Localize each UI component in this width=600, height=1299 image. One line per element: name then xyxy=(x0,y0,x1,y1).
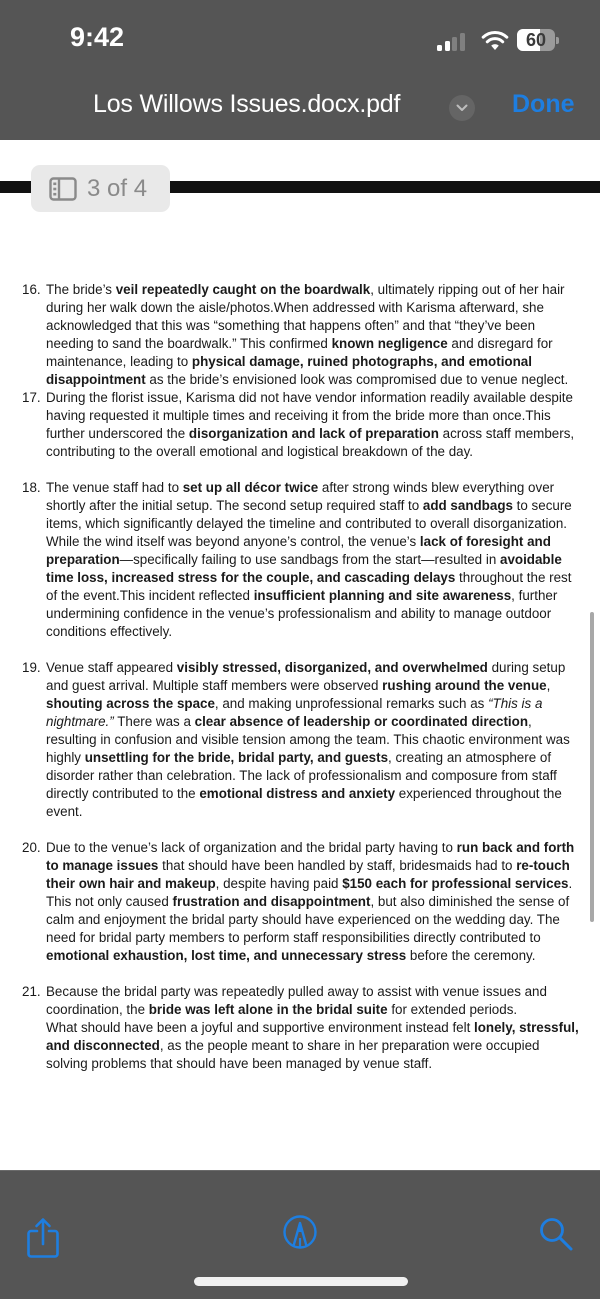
body-text: throughout the rest of the event.This incident reflected xyxy=(46,570,572,603)
signal-bar xyxy=(452,37,457,51)
body-text: as the bride’s envisioned look was compromised due to venue neglect. xyxy=(145,372,569,387)
body-text: The venue staff had to xyxy=(46,480,183,495)
body-text: , resulting in confusion and visible tension among the team. This chaotic environment was highly xyxy=(46,714,570,765)
body-text: During the florist issue, Karisma did not have vendor information readily available despite having requested it multiple times and receiving it from the bride more than once.This further underscored the xyxy=(46,390,573,441)
body-text: The bride’s xyxy=(46,282,116,297)
list-item xyxy=(22,479,584,641)
list-item-number: 21. xyxy=(22,984,41,999)
chevron-down-icon xyxy=(456,104,468,112)
signal-bar xyxy=(445,41,450,51)
emphasis-text: set up all décor twice xyxy=(182,480,319,495)
emphasis-text: frustration and disappointment xyxy=(172,894,371,909)
home-indicator[interactable] xyxy=(194,1277,408,1286)
emphasis-text: known negligence xyxy=(331,336,448,351)
vertical-scrollbar[interactable] xyxy=(590,612,594,922)
list-item xyxy=(22,281,584,389)
body-text: Venue staff appeared xyxy=(46,660,177,675)
list-item-number: 18. xyxy=(22,480,41,495)
body-text: for extended periods. xyxy=(387,1002,518,1017)
battery-tip xyxy=(556,37,559,44)
body-text: , and making unprofessional remarks such as xyxy=(214,696,489,711)
body-text: before the ceremony. xyxy=(406,948,536,963)
emphasis-text: avoidable time loss, increased stress for the couple, and cascading delays xyxy=(46,552,562,585)
list-item-number: 19. xyxy=(22,660,41,675)
title-menu-button[interactable] xyxy=(449,95,475,121)
body-text: What should have been a joyful and supportive environment instead felt xyxy=(46,1020,475,1035)
emphasis-text: veil repeatedly caught on the boardwalk xyxy=(115,282,371,297)
emphasis-text: re-touch their own hair and makeup xyxy=(46,858,570,891)
list-item-number: 16. xyxy=(22,282,41,297)
body-text: , ultimately ripping out of her hair during her walk down the aisle/photos.When addressed with Karisma afterward, she acknowledged that this was “something that happens often” and that “they’ve been needing to sand the boardwalk.” This confirmed xyxy=(46,282,565,351)
list-item xyxy=(22,389,584,461)
list-item-text xyxy=(46,281,584,389)
done-button[interactable]: Done xyxy=(512,90,575,118)
cellular-signal-icon xyxy=(437,33,471,51)
battery-icon xyxy=(517,29,555,51)
emphasis-text: lack of foresight and preparation xyxy=(46,534,551,567)
emphasis-text: physical damage, ruined photographs, and emotional disappointment xyxy=(46,354,532,387)
status-time: 9:42 xyxy=(70,22,125,52)
list-item-text xyxy=(46,983,584,1073)
list-item xyxy=(22,839,584,965)
list-item-number: 20. xyxy=(22,840,41,855)
quoted-text: “This is a nightmare.” xyxy=(46,696,543,729)
body-text: and disregard for maintenance, leading to xyxy=(46,336,553,369)
signal-bar xyxy=(437,45,442,51)
page-indicator[interactable] xyxy=(31,165,170,212)
body-text: There was a xyxy=(113,714,195,729)
page-indicator-label: 3 of 4 xyxy=(87,174,148,202)
emphasis-text: bride was left alone in the bridal suite xyxy=(148,1002,388,1017)
emphasis-text: shouting across the space xyxy=(46,696,215,711)
list-item xyxy=(22,983,584,1073)
body-text: , xyxy=(546,678,551,693)
sidebar-icon xyxy=(49,177,77,201)
list-item xyxy=(22,659,584,821)
list-item-text xyxy=(46,389,584,461)
body-text: , further undermining confidence in the venue’s professionalism and ability to manage outdoor conditions effectively. xyxy=(46,588,558,639)
emphasis-text: unsettling for the bride, bridal party, and guests xyxy=(84,750,389,765)
share-icon[interactable] xyxy=(26,1217,60,1259)
battery-percent: 60 xyxy=(525,30,547,50)
emphasis-text: rushing around the venue xyxy=(382,678,547,693)
body-text: Due to the venue’s lack of organization and the bridal party having to xyxy=(46,840,457,855)
emphasis-text: emotional distress and anxiety xyxy=(199,786,396,801)
list-item-text xyxy=(46,479,584,641)
list-item-text xyxy=(46,659,584,821)
body-text: , but also diminished the sense of calm and enjoyment the bridal party should have experienced on the wedding day. The need for bridal party members to perform staff responsibilities directly contributed to xyxy=(46,894,570,945)
body-text: after strong winds blew everything over shortly after the initial setup. The second setup required staff to xyxy=(46,480,555,513)
signal-bar xyxy=(460,33,465,51)
emphasis-text: $150 each for professional services xyxy=(342,876,569,891)
list-item-text xyxy=(46,839,584,965)
emphasis-text: run back and forth to manage issues xyxy=(46,840,575,873)
body-text: . This not only caused xyxy=(46,876,573,909)
body-text: Because the bridal party was repeatedly pulled away to assist with venue issues and coordination, the xyxy=(46,984,547,1017)
emphasis-text: insufficient planning and site awareness xyxy=(253,588,512,603)
emphasis-text: emotional exhaustion, lost time, and unnecessary stress xyxy=(46,948,407,963)
body-text: during setup and guest arrival. Multiple staff members were observed xyxy=(46,660,566,693)
document-content xyxy=(22,281,584,1073)
body-text: experienced throughout the event. xyxy=(46,786,562,819)
emphasis-text: clear absence of leadership or coordinated direction xyxy=(194,714,528,729)
body-text: , as the people meant to share in her preparation were occupied solving problems that should have been managed by venue staff. xyxy=(46,1038,540,1071)
body-text: that should have been handled by staff, bridesmaids had to xyxy=(158,858,517,873)
emphasis-text: visibly stressed, disorganized, and overwhelmed xyxy=(176,660,488,675)
top-bar xyxy=(0,0,600,140)
wifi-icon xyxy=(480,29,510,51)
body-text: , despite having paid xyxy=(215,876,343,891)
list-item-number: 17. xyxy=(22,390,41,405)
body-text: to secure items, which significantly delayed the timeline and contributed to overall disorganization. While the wind itself was beyond anyone’s control, the venue’s xyxy=(46,498,572,549)
body-text: across staff members, contributing to the overall emotional and logistical breakdown of the day. xyxy=(46,426,575,459)
body-text: , creating an atmosphere of disorder rather than celebration. The lack of professionalism and composure from staff directly contributed to the xyxy=(46,750,557,801)
search-icon[interactable] xyxy=(539,1217,575,1253)
emphasis-text: add sandbags xyxy=(422,498,513,513)
emphasis-text: disorganization and lack of preparation xyxy=(188,426,439,441)
document-title: Los Willows Issues.docx.pdf xyxy=(93,90,401,118)
body-text: —specifically failing to use sandbags from the start—resulted in xyxy=(119,552,500,567)
markup-icon[interactable] xyxy=(282,1214,318,1250)
emphasis-text: lonely, stressful, and disconnected xyxy=(46,1020,579,1053)
